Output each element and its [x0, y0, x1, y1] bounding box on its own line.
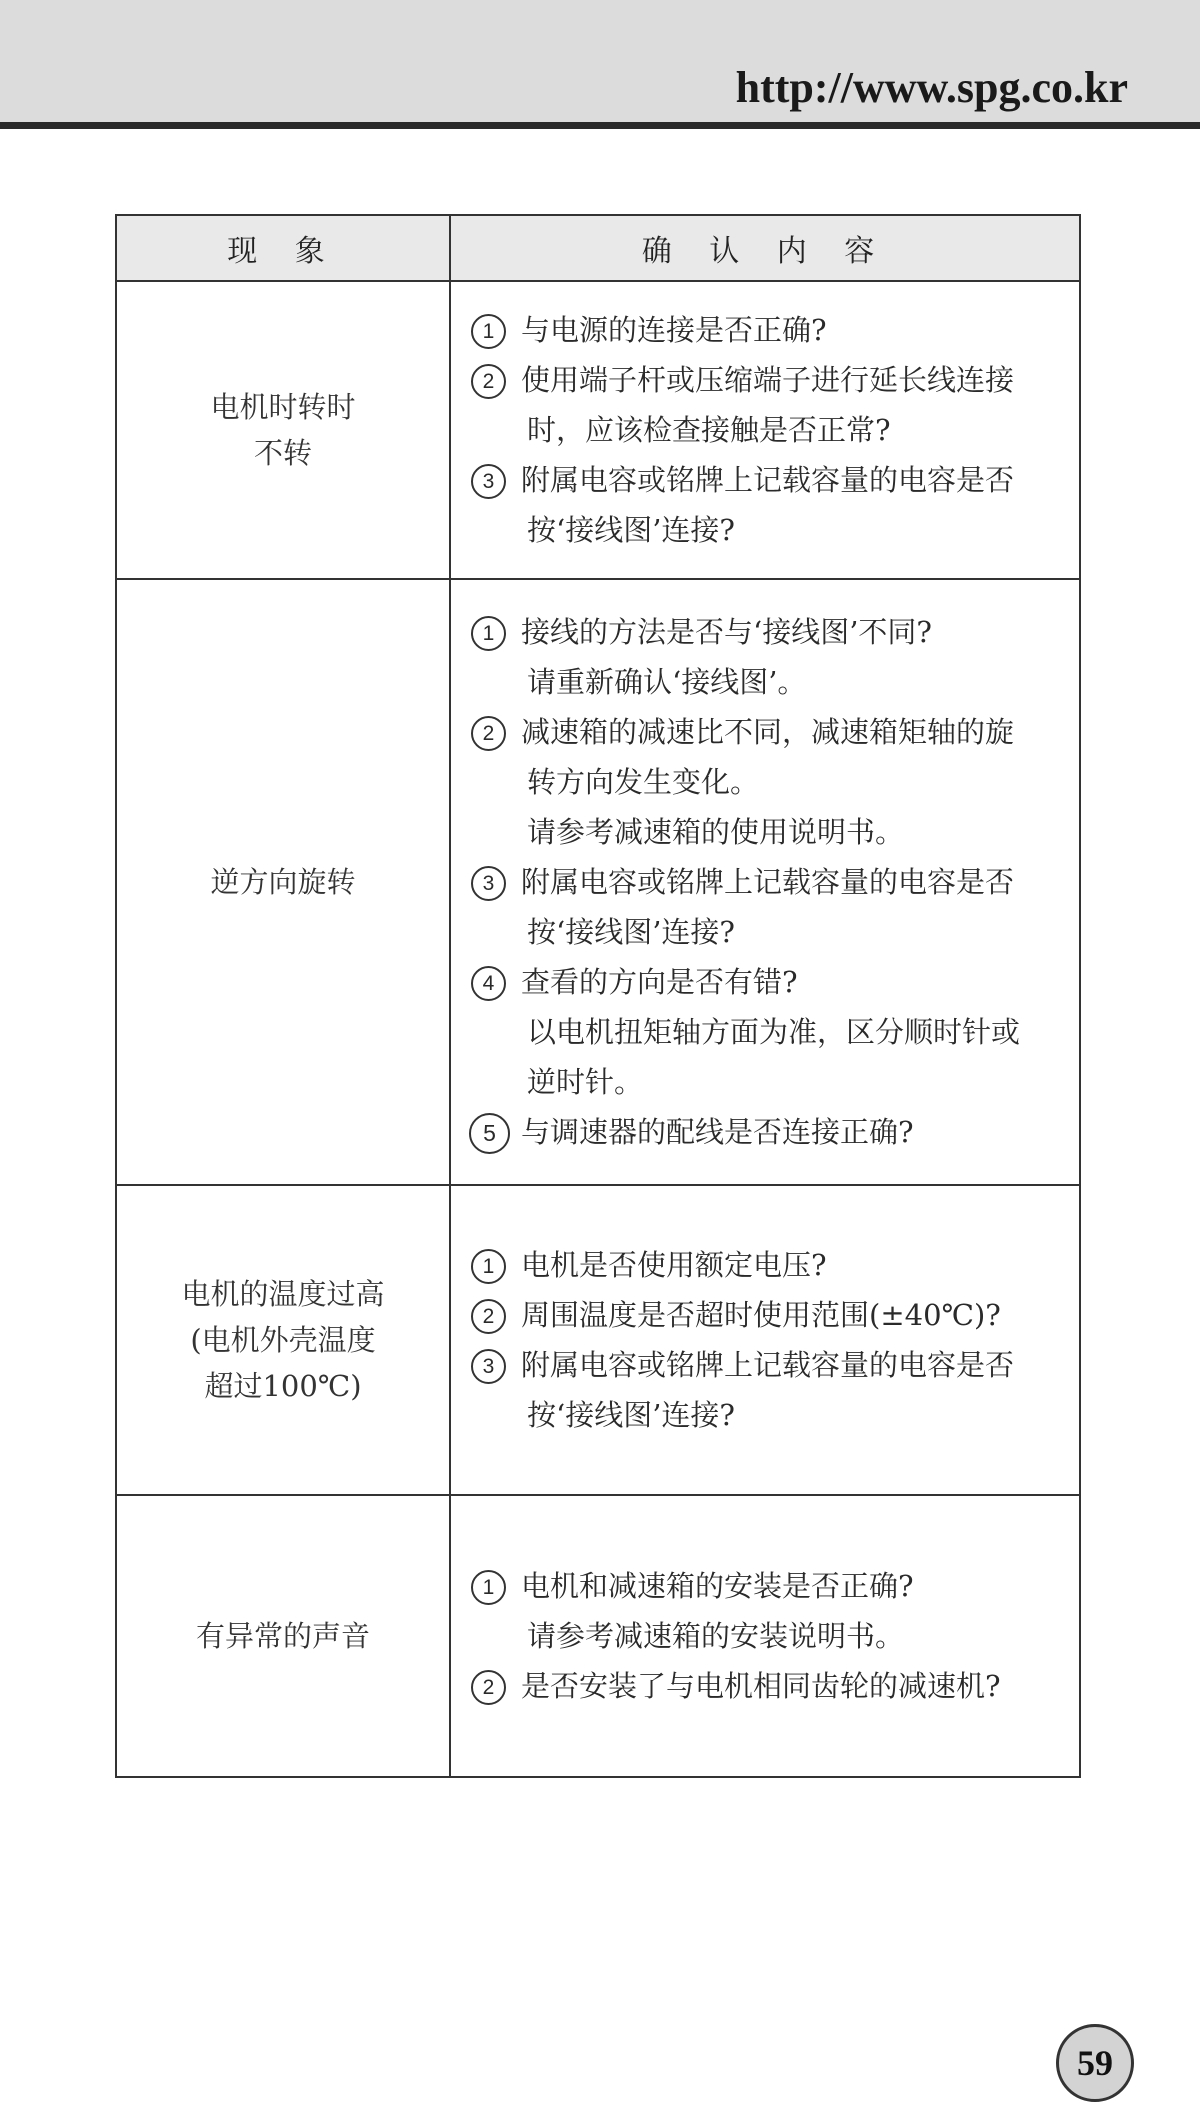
circled-number-icon: 2 — [471, 1299, 506, 1334]
phenomenon-line: 电机的温度过高 — [181, 1277, 385, 1311]
circled-number-icon: 1 — [471, 1570, 506, 1605]
phenomenon-line: 电机时转时 — [210, 390, 356, 424]
check-item-text: 请参考减速箱的安装说明书。 — [527, 1619, 905, 1653]
check-item-text: 与调速器的配线是否连接正确? — [521, 1115, 914, 1149]
circled-number-icon: 1 — [471, 1249, 506, 1284]
circled-number-icon: 2 — [471, 364, 506, 399]
check-item-text: 附属电容或铭牌上记载容量的电容是否 — [521, 865, 1015, 899]
phenomenon-line: 不转 — [253, 436, 312, 470]
check-item — [471, 1661, 1071, 1711]
circled-number-icon: 4 — [471, 966, 506, 1001]
column-header-check-items: 确 认 内 容 — [450, 215, 1080, 281]
check-item-text: 减速箱的减速比不同，减速箱矩轴的旋 — [521, 715, 1015, 749]
phenomenon-cell — [116, 579, 450, 1185]
circled-number-icon: 2 — [471, 716, 506, 751]
check-item — [471, 1561, 1071, 1661]
check-item — [471, 957, 1071, 1107]
table-row — [116, 1495, 1080, 1777]
page-number: 59 — [1077, 2043, 1113, 2083]
phenomenon-line: (电机外壳温度 — [190, 1323, 376, 1357]
page-number-badge — [1056, 2024, 1134, 2102]
check-item-text: 周围温度是否超时使用范围(±40℃)? — [521, 1298, 1001, 1332]
check-item-text: 使用端子杆或压缩端子进行延长线连接 — [521, 363, 1015, 397]
check-item-text: 请参考减速箱的使用说明书。 — [527, 815, 905, 849]
check-item-text: 按‘接线图’连接? — [527, 513, 735, 547]
check-items-cell — [450, 281, 1080, 579]
check-item-text: 查看的方向是否有错? — [521, 965, 798, 999]
check-item — [471, 1240, 1071, 1290]
phenomenon-cell — [116, 1185, 450, 1495]
check-item-text: 电机和减速箱的安装是否正确? — [521, 1569, 914, 1603]
header-rule — [0, 122, 1200, 129]
check-items-cell — [450, 1495, 1080, 1777]
phenomenon-line: 超过100℃) — [204, 1369, 362, 1403]
column-header-phenomenon: 现 象 — [116, 215, 450, 281]
check-item — [471, 707, 1071, 857]
circled-number-icon: 1 — [471, 314, 506, 349]
check-item-text: 附属电容或铭牌上记载容量的电容是否 — [521, 463, 1015, 497]
circled-number-icon: 3 — [471, 866, 506, 901]
table-header-row — [116, 215, 1080, 281]
check-item-text: 逆时针。 — [527, 1065, 644, 1099]
check-item — [471, 607, 1071, 707]
table-row — [116, 1185, 1080, 1495]
phenomenon-cell — [116, 1495, 450, 1777]
check-items-cell — [450, 1185, 1080, 1495]
check-item-text: 接线的方法是否与‘接线图’不同? — [521, 615, 932, 649]
phenomenon-line: 有异常的声音 — [195, 1619, 370, 1653]
check-item — [471, 1107, 1071, 1157]
phenomenon-line: 逆方向旋转 — [210, 865, 356, 899]
check-item-text: 电机是否使用额定电压? — [521, 1248, 827, 1282]
check-item-text: 按‘接线图’连接? — [527, 915, 735, 949]
check-item — [471, 355, 1071, 455]
circled-number-icon: 5 — [469, 1113, 510, 1154]
check-item-text: 与电源的连接是否正确? — [521, 313, 827, 347]
check-item-text: 附属电容或铭牌上记载容量的电容是否 — [521, 1348, 1015, 1382]
check-item-text: 时，应该检查接触是否正常? — [527, 413, 891, 447]
circled-number-icon: 3 — [471, 464, 506, 499]
check-item — [471, 1290, 1071, 1340]
table-row — [116, 579, 1080, 1185]
phenomenon-cell — [116, 281, 450, 579]
circled-number-icon: 1 — [471, 616, 506, 651]
check-item-text: 转方向发生变化。 — [527, 765, 760, 799]
circled-number-icon: 2 — [471, 1670, 506, 1705]
check-item-text: 以电机扭矩轴方面为准，区分顺时针或 — [527, 1015, 1021, 1049]
troubleshooting-table — [115, 214, 1081, 1778]
check-item — [471, 1340, 1071, 1440]
site-url: http://www.spg.co.kr — [735, 63, 1128, 112]
check-items-cell — [450, 579, 1080, 1185]
check-item — [471, 857, 1071, 957]
check-item — [471, 305, 1071, 355]
check-item-text: 请重新确认‘接线图’。 — [527, 665, 807, 699]
check-item-text: 是否安装了与电机相同齿轮的减速机? — [521, 1669, 1001, 1703]
check-item — [471, 455, 1071, 555]
circled-number-icon: 3 — [471, 1349, 506, 1384]
table-row — [116, 281, 1080, 579]
check-item-text: 按‘接线图’连接? — [527, 1398, 735, 1432]
